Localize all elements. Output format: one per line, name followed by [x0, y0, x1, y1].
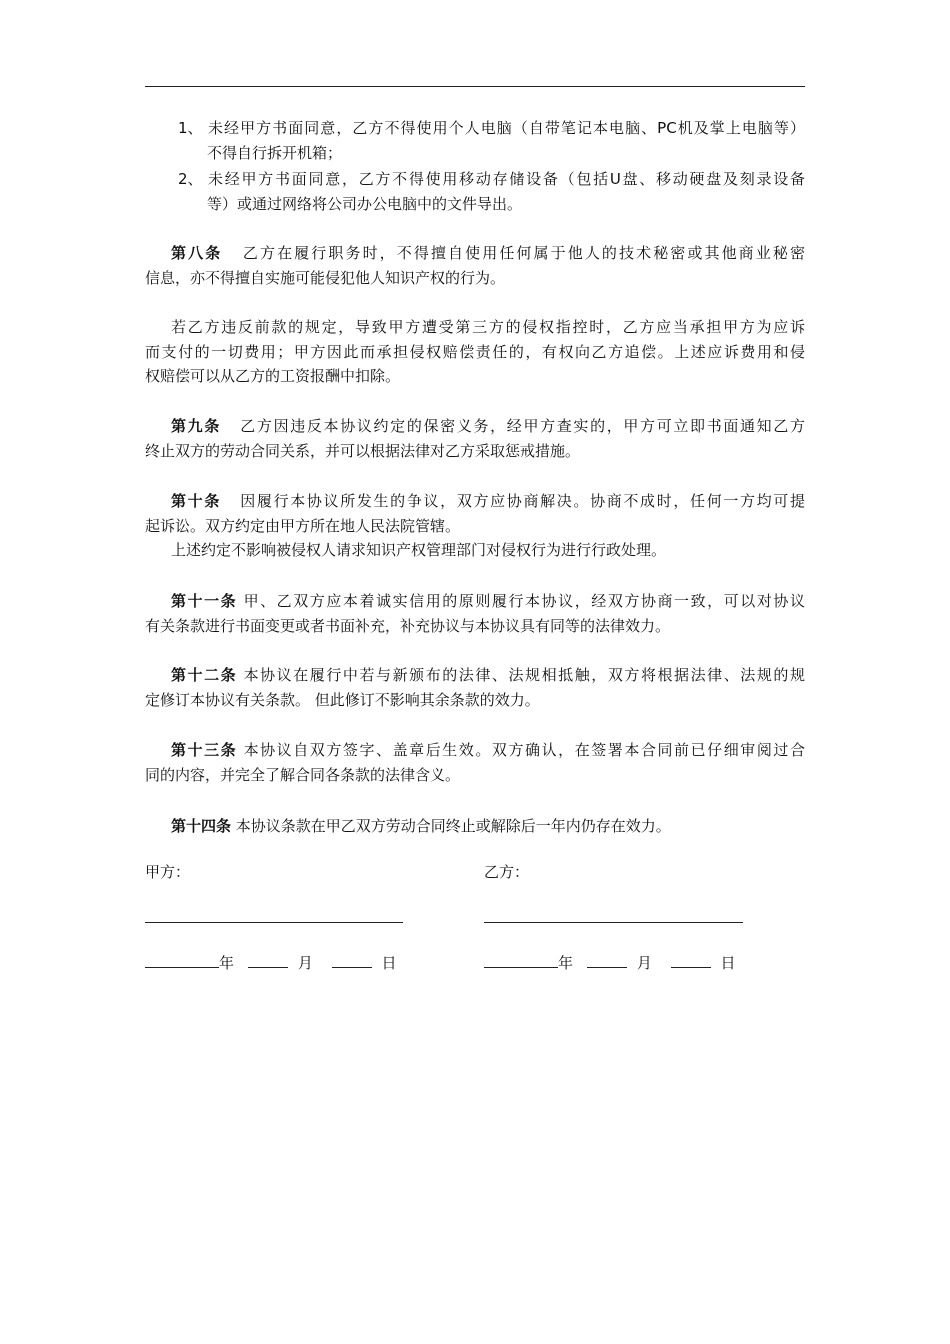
month-label: 月: [636, 954, 652, 972]
article-text: 本协议自双方签字、盖章后生效。双方确认，在签署本合同前已仔细审阅过合: [243, 741, 805, 759]
day-label: 日: [381, 954, 397, 972]
article-title: 第十二条: [171, 666, 238, 684]
party-b-signature-line[interactable]: [484, 922, 743, 923]
party-a-label: 甲方：: [145, 863, 191, 881]
article-8-para-2: [145, 315, 805, 389]
article-text: 乙方因违反本协议约定的保密义务，经甲方查实的，甲方可立即书面通知乙方: [240, 417, 805, 435]
article-title: 第十三条: [171, 741, 238, 759]
article-text: 定修订本协议有关条款。 但此修订不影响其余条款的效力。: [145, 690, 540, 709]
item-text: 不得自行拆开机箱；: [207, 143, 343, 162]
article-13: [145, 738, 805, 787]
article-title: 第九条: [171, 417, 221, 435]
item-text: 未经甲方书面同意，乙方不得使用个人电脑（自带笔记本电脑、PC机及掌上电脑等）: [208, 119, 805, 137]
article-10: [145, 489, 805, 563]
article-text: 乙方在履行职务时，不得擅自使用任何属于他人的技术秘密或其他商业秘密: [242, 244, 805, 262]
article-14: [145, 814, 805, 839]
item-number: 2、: [178, 170, 203, 189]
list-items: [145, 116, 805, 216]
year-label: 年: [558, 954, 574, 972]
article-text: 上述约定不影响被侵权人请求知识产权管理部门对侵权行为进行行政处理。: [171, 541, 667, 560]
article-text: 同的内容，并完全了解合同各条款的法律含义。: [145, 765, 461, 784]
list-item-2: [145, 167, 805, 192]
month-blank[interactable]: [587, 952, 627, 968]
article-9: [145, 414, 805, 463]
article-text: 本协议条款在甲乙双方劳动合同终止或解除后一年内仍存在效力。: [235, 817, 671, 835]
year-label: 年: [219, 954, 235, 972]
article-text: 因履行本协议所发生的争议，双方应协商解决。协商不成时，任何一方均可提: [240, 492, 805, 510]
day-label: 日: [720, 954, 736, 972]
item-text: 未经甲方书面同意，乙方不得使用移动存储设备（包括U盘、移动硬盘及刻录设备: [208, 170, 805, 189]
article-text: 信息，亦不得擅自实施可能侵犯他人知识产权的行为。: [145, 268, 506, 287]
article-text: 权赔偿可以从乙方的工资报酬中扣除。: [145, 367, 401, 386]
article-text: 若乙方违反前款的规定，导致甲方遭受第三方的侵权指控时，乙方应当承担甲方为应诉: [171, 318, 805, 336]
article-title: 第十条: [171, 492, 221, 510]
party-b-label: 乙方：: [484, 863, 530, 881]
item-number: 1、: [178, 119, 203, 137]
article-12: [145, 663, 805, 712]
article-8: [145, 241, 805, 290]
header-rule: [145, 86, 805, 87]
list-item-1: [145, 116, 805, 141]
item-text: 等）或通过网络将公司办公电脑中的文件导出。: [207, 194, 523, 213]
article-11: [145, 589, 805, 638]
month-blank[interactable]: [248, 952, 288, 968]
party-a-signature-line[interactable]: [145, 922, 403, 923]
party-a-date: [145, 952, 397, 973]
day-blank[interactable]: [671, 952, 711, 968]
article-text: 甲、乙双方应本着诚实信用的原则履行本协议，经双方协商一致，可以对协议: [243, 592, 805, 610]
year-blank[interactable]: [484, 952, 558, 968]
article-title: 第十一条: [171, 592, 238, 610]
article-text: 而支付的一切费用；甲方因此而承担侵权赔偿责任的，有权向乙方追偿。上述应诉费用和侵: [145, 342, 805, 361]
year-blank[interactable]: [145, 952, 219, 968]
article-title: 第八条: [171, 244, 223, 262]
article-text: 有关条款进行书面变更或者书面补充，补充协议与本协议具有同等的法律效力。: [145, 616, 671, 635]
article-text: 本协议在履行中若与新颁布的法律、法规相抵触，双方将根据法律、法规的规: [243, 666, 805, 684]
article-title: 第十四条: [171, 817, 232, 835]
month-label: 月: [297, 954, 313, 972]
party-b-date: [484, 952, 736, 973]
day-blank[interactable]: [332, 952, 372, 968]
article-text: 起诉讼。双方约定由甲方所在地人民法院管辖。: [145, 516, 461, 535]
article-text: 终止双方的劳动合同关系，并可以根据法律对乙方采取惩戒措施。: [145, 441, 581, 460]
